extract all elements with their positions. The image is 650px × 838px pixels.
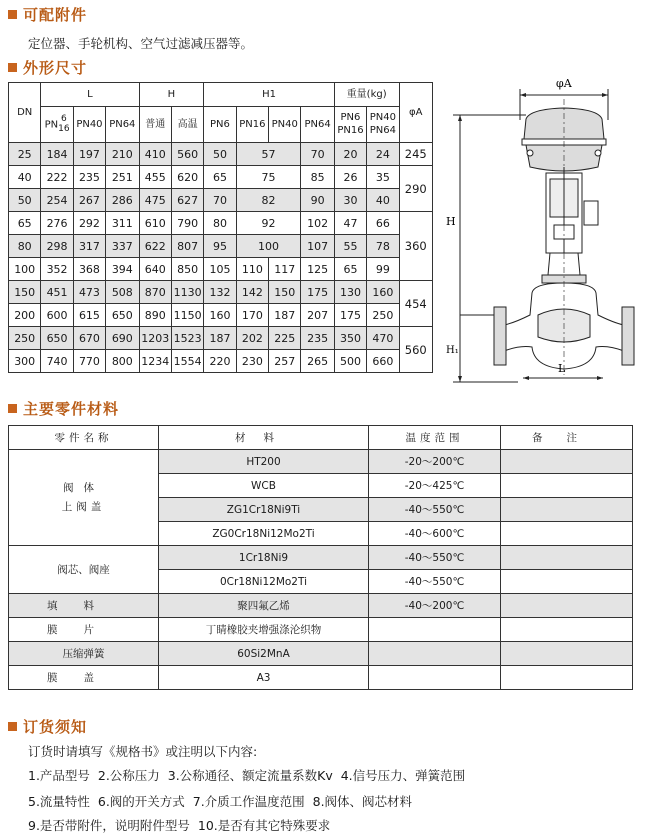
cell: 610	[139, 212, 171, 235]
cell: 267	[73, 189, 105, 212]
cell: 225	[269, 327, 301, 350]
cell: 500	[334, 350, 366, 373]
cell: 470	[367, 327, 399, 350]
cell: 850	[171, 258, 203, 281]
cell: 220	[204, 350, 236, 373]
header-h-normal: 普通	[139, 107, 171, 143]
table-row	[9, 327, 433, 350]
pn-label: PN	[44, 119, 59, 131]
side-gauge	[584, 201, 598, 225]
cell: 65	[204, 166, 236, 189]
cell: 24	[367, 143, 399, 166]
cell: 187	[269, 304, 301, 327]
cell: 670	[73, 327, 105, 350]
cell-dn: 200	[9, 304, 41, 327]
cell: 235	[73, 166, 105, 189]
cell: 210	[106, 143, 139, 166]
cell: 175	[334, 304, 366, 327]
heading-square-icon	[8, 63, 17, 72]
cell: 105	[204, 258, 236, 281]
header-note: 备注	[501, 426, 633, 450]
cell: 50	[204, 143, 236, 166]
right-flange	[622, 307, 634, 365]
section-heading-dimensions	[8, 56, 87, 78]
cell: 40	[367, 189, 399, 212]
header-h1: H1	[204, 83, 335, 107]
cell-dn: 65	[9, 212, 41, 235]
table-row	[9, 258, 433, 281]
section-heading-ordering	[8, 715, 87, 737]
group-spring: 压缩弹簧	[9, 642, 159, 666]
table-row	[9, 546, 633, 570]
cell: 70	[204, 189, 236, 212]
cell-note	[501, 666, 633, 690]
cell: 276	[41, 212, 73, 235]
arrow-icon	[523, 376, 529, 380]
cell: 800	[106, 350, 139, 373]
header-w-pn6-16	[334, 107, 366, 143]
ordering-line-3: 9.是否带附件，说明附件型号 10.是否有其它特殊要求	[28, 818, 331, 833]
cell: 1523	[171, 327, 203, 350]
arrow-icon	[458, 376, 462, 382]
cell-note	[501, 450, 633, 474]
cell: 627	[171, 189, 203, 212]
table-row	[9, 666, 633, 690]
materials-table	[8, 425, 633, 690]
cell-temp: -40～550℃	[369, 498, 501, 522]
arrow-icon	[520, 93, 526, 97]
cell: 107	[301, 235, 334, 258]
cell: 35	[367, 166, 399, 189]
cell: 202	[236, 327, 268, 350]
cell: 66	[367, 212, 399, 235]
cell: 90	[301, 189, 334, 212]
cell: 170	[236, 304, 268, 327]
table-row	[9, 618, 633, 642]
header-w-pn40-64	[367, 107, 399, 143]
cell-dn: 150	[9, 281, 41, 304]
cell: 251	[106, 166, 139, 189]
cell-temp: -40～200℃	[369, 594, 501, 618]
cell: 92	[236, 212, 301, 235]
header-l-pn64: PN64	[106, 107, 139, 143]
cell: 130	[334, 281, 366, 304]
cell: 125	[301, 258, 334, 281]
cell-material: 60Si2MnA	[159, 642, 369, 666]
header-h-hightemp: 高温	[171, 107, 203, 143]
group-body-line1: 阀体	[63, 481, 104, 494]
cell-note	[501, 498, 633, 522]
cell: 184	[41, 143, 73, 166]
cell-temp	[369, 642, 501, 666]
cell: 870	[139, 281, 171, 304]
pn-frac-top: 6	[60, 114, 67, 125]
label-L: L	[558, 362, 566, 375]
heading-text: 主要零件材料	[23, 399, 120, 418]
w-pn40: PN40	[369, 112, 396, 123]
label-phiA: φA	[556, 77, 572, 90]
table-row	[9, 189, 433, 212]
cell: 451	[41, 281, 73, 304]
table-row	[9, 212, 433, 235]
cell: 368	[73, 258, 105, 281]
dimension-table	[8, 82, 433, 373]
group-packing: 填料	[9, 594, 159, 618]
cell: 622	[139, 235, 171, 258]
header-l: L	[41, 83, 139, 107]
cell: 99	[367, 258, 399, 281]
table-row	[9, 450, 633, 474]
table-row	[9, 166, 433, 189]
cell: 807	[171, 235, 203, 258]
cell-note	[501, 522, 633, 546]
table-row	[9, 281, 433, 304]
table-row	[9, 143, 433, 166]
cell: 890	[139, 304, 171, 327]
cell: 650	[106, 304, 139, 327]
cell-temp: -40～550℃	[369, 570, 501, 594]
cell-material: 聚四氟乙烯	[159, 594, 369, 618]
cell: 187	[204, 327, 236, 350]
cell: 95	[204, 235, 236, 258]
ordering-line-2: 5.流量特性 6.阀的开关方式 7.介质工作温度范围 8.阀体、阀芯材料	[28, 794, 413, 809]
cell: 20	[334, 143, 366, 166]
header-temp: 温度范围	[369, 426, 501, 450]
group-core: 阀芯、阀座	[9, 546, 159, 594]
cell: 75	[236, 166, 301, 189]
header-phiA: φA	[399, 83, 432, 143]
group-membrane: 膜片	[9, 618, 159, 642]
cell: 660	[367, 350, 399, 373]
cell: 600	[41, 304, 73, 327]
table-row	[9, 350, 433, 373]
cell: 80	[204, 212, 236, 235]
group-body	[9, 450, 159, 546]
heading-square-icon	[8, 10, 17, 19]
heading-square-icon	[8, 404, 17, 413]
w-pn6: PN6	[340, 112, 361, 123]
cell: 197	[73, 143, 105, 166]
valve-drawing	[438, 75, 646, 393]
cell: 286	[106, 189, 139, 212]
cell-dn: 40	[9, 166, 41, 189]
cell: 455	[139, 166, 171, 189]
cell: 78	[367, 235, 399, 258]
cell: 265	[301, 350, 334, 373]
pn-frac-bottom: 16	[58, 123, 70, 134]
cell: 620	[171, 166, 203, 189]
cell: 298	[41, 235, 73, 258]
cell-dn: 100	[9, 258, 41, 281]
cell-temp: -20～200℃	[369, 450, 501, 474]
cell: 47	[334, 212, 366, 235]
cell: 235	[301, 327, 334, 350]
cell-note	[501, 618, 633, 642]
cell-dn: 250	[9, 327, 41, 350]
table-row	[9, 642, 633, 666]
cell-material: 0Cr18Ni12Mo2Ti	[159, 570, 369, 594]
cell-dn: 80	[9, 235, 41, 258]
cell-temp: -20～425℃	[369, 474, 501, 498]
left-flange	[494, 307, 506, 365]
cell-material: ZG0Cr18Ni12Mo2Ti	[159, 522, 369, 546]
cell: 1554	[171, 350, 203, 373]
cell: 110	[236, 258, 268, 281]
cell: 30	[334, 189, 366, 212]
header-material: 材料	[159, 426, 369, 450]
cell-temp: -40～550℃	[369, 546, 501, 570]
cell-phiA: 560	[399, 327, 432, 373]
cell-material: 1Cr18Ni9	[159, 546, 369, 570]
group-body-line2: 上阀盖	[61, 500, 106, 513]
arrow-icon	[458, 115, 462, 121]
cell: 250	[367, 304, 399, 327]
arrow-icon	[602, 93, 608, 97]
cell: 57	[236, 143, 301, 166]
table-row	[9, 304, 433, 327]
cell: 65	[334, 258, 366, 281]
header-l-pn40: PN40	[73, 107, 105, 143]
cell-material: ZG1Cr18Ni9Ti	[159, 498, 369, 522]
cell: 55	[334, 235, 366, 258]
cell: 150	[269, 281, 301, 304]
cell-note	[501, 570, 633, 594]
cell: 560	[171, 143, 203, 166]
heading-text: 外形尺寸	[23, 58, 88, 77]
cell: 207	[301, 304, 334, 327]
cell: 117	[269, 258, 301, 281]
cell: 222	[41, 166, 73, 189]
cell: 160	[367, 281, 399, 304]
cell-temp	[369, 666, 501, 690]
cell: 257	[269, 350, 301, 373]
cell: 100	[236, 235, 301, 258]
cell: 142	[236, 281, 268, 304]
bolt	[527, 150, 533, 156]
cell: 317	[73, 235, 105, 258]
cell: 650	[41, 327, 73, 350]
header-h1-pn6: PN6	[204, 107, 236, 143]
cell: 410	[139, 143, 171, 166]
cell-note	[501, 474, 633, 498]
header-dn: DN	[9, 83, 41, 143]
cell: 102	[301, 212, 334, 235]
cell-material: 丁睛橡胶夹增强涤沦织物	[159, 618, 369, 642]
cell: 508	[106, 281, 139, 304]
section-heading-materials	[8, 397, 119, 419]
cell: 1234	[139, 350, 171, 373]
heading-text: 可配附件	[23, 5, 88, 24]
cell-phiA: 290	[399, 166, 432, 212]
arrow-icon	[597, 376, 603, 380]
cell: 690	[106, 327, 139, 350]
cell-note	[501, 594, 633, 618]
ordering-intro: 订货时请填写《规格书》或注明以下内容:	[28, 744, 258, 759]
heading-square-icon	[8, 722, 17, 731]
header-weight: 重量(kg)	[334, 83, 399, 107]
cell-material: WCB	[159, 474, 369, 498]
cell-note	[501, 546, 633, 570]
heading-text: 订货须知	[23, 717, 88, 736]
cell: 160	[204, 304, 236, 327]
cell: 311	[106, 212, 139, 235]
cell: 337	[106, 235, 139, 258]
cell: 254	[41, 189, 73, 212]
cell: 352	[41, 258, 73, 281]
cell: 230	[236, 350, 268, 373]
cell: 475	[139, 189, 171, 212]
cell-temp: -40～600℃	[369, 522, 501, 546]
cell-dn: 300	[9, 350, 41, 373]
header-h1-pn40: PN40	[269, 107, 301, 143]
cell-material: A3	[159, 666, 369, 690]
cell: 640	[139, 258, 171, 281]
cell: 26	[334, 166, 366, 189]
table-row	[9, 594, 633, 618]
w-pn16: PN16	[337, 124, 364, 136]
group-cover: 膜盖	[9, 666, 159, 690]
section-heading-accessories	[8, 3, 87, 25]
accessories-text: 定位器、手轮机构、空气过滤减压器等。	[28, 36, 254, 51]
header-h: H	[139, 83, 204, 107]
cell-note	[501, 642, 633, 666]
label-H1: H₁	[446, 345, 459, 356]
label-H: H	[446, 215, 456, 228]
cell: 85	[301, 166, 334, 189]
cell: 615	[73, 304, 105, 327]
table-row	[9, 235, 433, 258]
cell-phiA: 360	[399, 212, 432, 281]
cell-dn: 50	[9, 189, 41, 212]
cell: 1203	[139, 327, 171, 350]
cell: 292	[73, 212, 105, 235]
cell: 175	[301, 281, 334, 304]
w-pn64: PN64	[369, 124, 396, 136]
cell-dn: 25	[9, 143, 41, 166]
cell: 132	[204, 281, 236, 304]
cell-material: HT200	[159, 450, 369, 474]
cell: 790	[171, 212, 203, 235]
ordering-line-1: 1.产品型号 2.公称压力 3.公称通径、额定流量系数Kv 4.信号压力、弹簧范围	[28, 768, 466, 783]
cell-phiA: 245	[399, 143, 432, 166]
bolt	[595, 150, 601, 156]
cell: 70	[301, 143, 334, 166]
cell: 473	[73, 281, 105, 304]
cell: 82	[236, 189, 301, 212]
header-h1-pn64: PN64	[301, 107, 334, 143]
header-h1-pn16: PN16	[236, 107, 268, 143]
cell-phiA: 454	[399, 281, 432, 327]
cell: 1130	[171, 281, 203, 304]
cell: 770	[73, 350, 105, 373]
cell: 350	[334, 327, 366, 350]
cell: 740	[41, 350, 73, 373]
cell-temp	[369, 618, 501, 642]
cell: 394	[106, 258, 139, 281]
cell: 1150	[171, 304, 203, 327]
header-l-pn6-16	[41, 107, 73, 143]
header-part: 零件名称	[9, 426, 159, 450]
